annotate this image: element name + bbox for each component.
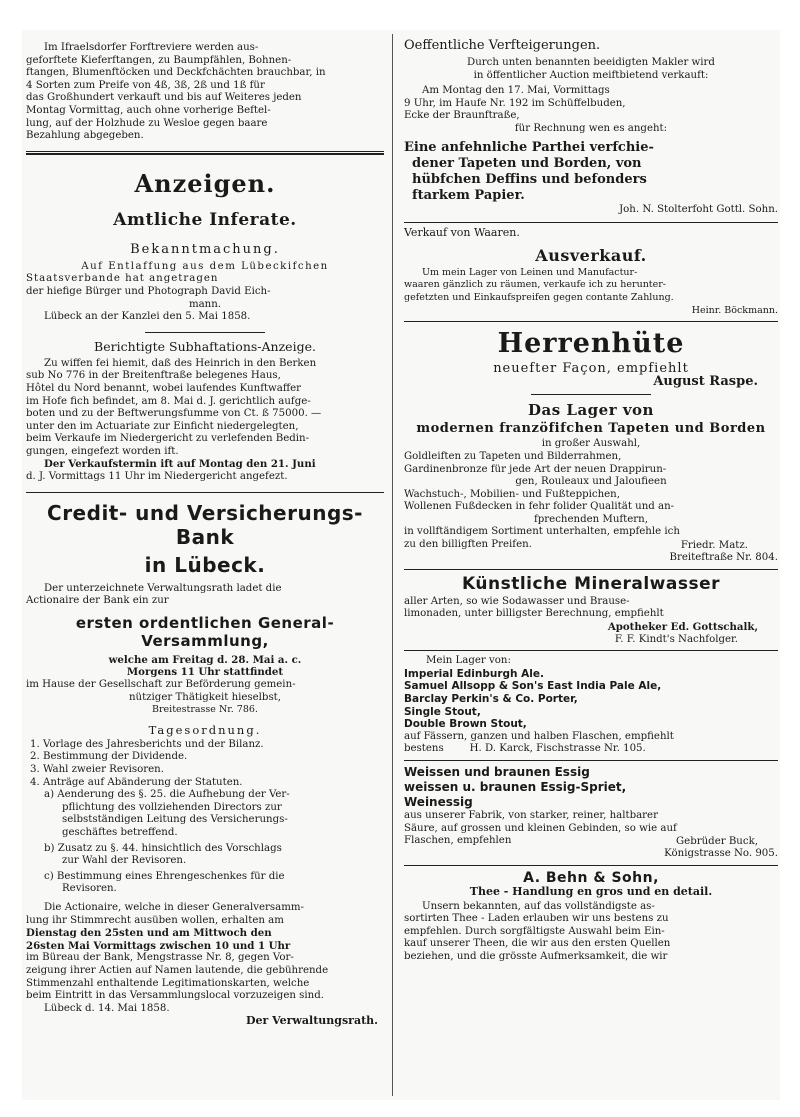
text-line: Montag Vormittag, auch ohne vorherige Beftel- [26, 104, 271, 116]
text-line: limonaden, unter billigster Berechnung, empfiehlt [404, 608, 664, 620]
text-line: Am Montag den 17. Mai, Vormittags [422, 85, 610, 97]
text-line: lung ihr Stimmrecht ausüben wollen, erhalten am [26, 914, 284, 926]
text-line: das Großhundert verkauft und bis auf Weiteres jeden [26, 92, 302, 104]
text-line: aus unserer Fabrik, von starker, reiner, haltbarer [404, 809, 658, 821]
herrenhuete-sub: neuefter Façon, empfiehlt [493, 361, 689, 377]
text-line: ftarkem Papier. [412, 187, 525, 203]
bank-date-line: Lübeck d. 14. Mai 1858. [44, 1002, 170, 1014]
text-line: Goldleiften zu Tapeten und Bilderrahmen, [404, 450, 622, 462]
bank-city: in Lübeck. [144, 552, 266, 577]
bank-intro [26, 583, 384, 608]
text-line: empfehlen. Durch sorgfältigste Auswahl beim Ein- [404, 925, 665, 937]
text-line: Unsern bekannten, auf das vollständigste as- [422, 900, 655, 912]
text-line: in vollftändigem Sortiment unterhalten, empfehle ich [404, 526, 680, 538]
bank-date: welche am Freitag d. 28. Mai a. c. [108, 653, 302, 666]
text-line: sortirten Thee - Laden erlauben wir uns bestens zu [404, 913, 669, 925]
list-item: 3. Wahl zweier Revisoren. [30, 764, 164, 775]
ausverkauf-title: Ausverkauf. [535, 245, 647, 265]
auction-goods [404, 140, 778, 204]
ale-list [404, 668, 778, 731]
ale-intro: Mein Lager von: [426, 655, 511, 667]
text-line: Hôtel du Nord benannt, wobei laufendes Kunftwaffer [26, 382, 301, 394]
text-line: pflichtung des vollziehenden Directors zur [62, 801, 282, 813]
text-line: nütziger Thätigkeit hieselbst, [128, 691, 282, 703]
text-line: im Büreau der Bank, Mengstrasse Nr. 8, gegen Vor- [26, 952, 294, 964]
auction [404, 57, 778, 136]
text-line: aller Arten, so wie Sodawasser und Brause- [404, 595, 630, 607]
text-line: Bezahlung abgegeben. [26, 130, 144, 142]
text-line: im Hofe fich befindet, am 8. Mai d. J. gerichtlich aufge- [26, 395, 311, 407]
text-line: Weissen und braunen Essig [404, 764, 590, 779]
list-item: 2. Bestimmung der Dividende. [30, 751, 188, 763]
rule [531, 394, 651, 395]
sub-item-a [26, 789, 384, 839]
text-line: im Hause der Gesellschaft zur Beförderung gemein- [26, 679, 296, 691]
list-item: Samuel Allsopp & Son's East India Pale Ale, [404, 680, 662, 693]
forst-notice [26, 42, 384, 143]
text-line: selbstständigen Leitung des Versicherungs- [62, 814, 288, 826]
tagesordnung-title: Tagesordnung. [148, 722, 262, 737]
text-line: Durch unten benannten beeidigten Makler wird [467, 57, 715, 68]
text-line: zur Wahl der Revisoren. [62, 855, 187, 867]
list-item: Barclay Perkin's & Co. Porter, [404, 693, 578, 705]
rule [26, 492, 384, 493]
text-line: auf Fässern, ganzen und halben Flaschen, empfiehlt [404, 730, 674, 742]
text-line: gefetzten und Einkaufspreifen gegen contante Zahlung. [404, 291, 674, 303]
text-line: Der unterzeichnete Verwaltungsrath ladet die [44, 582, 282, 594]
lager [404, 438, 778, 551]
behn-sub: Thee - Handlung en gros und en detail. [469, 884, 713, 898]
text-line: hübfchen Deffins und befonders [412, 171, 647, 187]
bekanntmachung [26, 261, 384, 324]
text-line: Eine anfehnliche Parthei verfchie- [404, 139, 654, 155]
sub-item-c [26, 871, 384, 896]
behn-title: A. Behn & Sohn, [523, 869, 659, 886]
list-item: Single Stout, [404, 705, 481, 718]
subhastation-title: Berichtigte Subhaftations-Anzeige. [94, 338, 316, 354]
text-line: Weinessig [404, 794, 473, 809]
text-line: Staatsverbande hat angetragen [26, 273, 219, 285]
rule [404, 865, 778, 866]
text-line: Der Verkaufstermin ift auf Montag den 21. Juni [44, 458, 316, 471]
text-line: sub No 776 in der Breitenftraße belegenes Haus, [26, 370, 281, 382]
text-line: Revisoren. [62, 883, 117, 895]
text-line: 9 Uhr, im Haufe Nr. 192 im Schüffelbuden, [404, 97, 626, 109]
text-line: fprechenden Muftern, [534, 513, 648, 525]
sub-item-b [26, 843, 384, 868]
text-line: gungen, eingefezt worden ift. [26, 445, 179, 457]
text-line: geforftete Kieferftangen, zu Baumpfählen, Bohnen- [26, 54, 292, 66]
list-item: 4. Anträge auf Abänderung der Statuten. [30, 776, 243, 788]
bank-signature: Der Verwaltungsrath. [245, 1014, 378, 1028]
rule [404, 569, 778, 570]
bank-title: Credit- und Versicherungs-Bank [47, 500, 363, 549]
text-line: beim Eintritt in das Versammlungslocal vorzuzeigen sind. [26, 990, 324, 1002]
text-line: lung, auf der Holzhude zu Wesloe gegen baare [26, 117, 268, 129]
text-line: Wollenen Fußdecken in fehr folider Qualität und an- [404, 501, 675, 513]
text-line: kauf unserer Theen, die wir aus den ersten Quellen [404, 938, 671, 950]
newspaper-page [22, 30, 780, 1100]
left-column [26, 36, 384, 1028]
bank-closing [26, 902, 384, 1003]
essig-signature: Gebrüder Buck, [676, 835, 758, 847]
text-line: 26sten Mai Vormittags zwischen 10 und 1 Uhr [26, 939, 291, 952]
text-line: ftangen, Blumenftöcken und Deckfchächten brauchbar, in [26, 67, 326, 79]
text-line: 4 Sorten zum Preife von 4ß, 3ß, 2ß und 1ß für [26, 79, 265, 91]
mineral-signature: Apotheker Ed. Gottschalk, [607, 621, 758, 634]
text-line: für Rechnung wen es angeht: [514, 122, 668, 134]
text-line: Flaschen, empfehlen [404, 835, 512, 847]
rule [404, 650, 778, 651]
herrenhuete-title: Herrenhüte [497, 328, 685, 360]
text-line: geschäftes betreffend. [62, 826, 178, 838]
auction-signature: Joh. N. Stolterfoht Gottl. Sohn. [619, 203, 778, 215]
lager-sub: modernen franzöfifchen Tapeten und Borden [416, 421, 766, 437]
bank-street: Breitestrasse Nr. 786. [152, 704, 258, 716]
ale-text [404, 731, 778, 756]
essig-address: Königstrasse No. 905. [664, 848, 778, 860]
mineral [404, 596, 778, 621]
text-line: der hiefige Bürger und Photograph David Eich- [26, 285, 271, 297]
text-line: Gardinenbronze für jede Art der neuen Drappirun- [404, 463, 667, 475]
text-line: d. J. Vormittags 11 Uhr im Niedergericht angefezt. [26, 471, 288, 483]
auction-title: Oeffentliche Verfteigerungen. [404, 38, 601, 53]
text-line: dener Tapeten und Borden, von [412, 155, 642, 171]
text-line: Stimmenzahl enthaltende Legitimationskarten, welche [26, 977, 310, 989]
text-line: Lübeck an der Kanzlei den 5. Mai 1858. [44, 311, 251, 323]
mineral-signature-2: F. F. Kindt's Nachfolger. [614, 633, 738, 645]
rule [404, 321, 778, 322]
text-line: Zu wiffen fei hiemit, daß des Heinrich in den Berken [44, 357, 317, 369]
text-line: beziehen, und die grösste Aufmerksamkeit, die wir [404, 950, 668, 962]
rule [404, 222, 778, 223]
text-line: Im Ifraelsdorfer Forftreviere werden aus- [44, 42, 259, 53]
ausverkauf [404, 267, 778, 305]
list-item: 1. Vorlage des Jahresberichts und der Bilanz. [30, 738, 264, 750]
text-line: a) Aenderung des §. 25. die Aufhebung der Ver- [44, 789, 290, 801]
text-line: zu den billigften Preifen. [404, 539, 532, 551]
bank-gv: ersten ordentlichen General-Versammlung, [75, 613, 335, 650]
text-line: Um mein Lager von Leinen und Manufactur- [422, 266, 638, 278]
lager-signature: Friedr. Matz. [680, 539, 748, 551]
text-line: bestens H. D. Karck, Fischstrasse Nr. 105. [404, 743, 646, 755]
text-line: Auf Entlaffung aus dem Lübeckifchen [81, 260, 329, 272]
text-line: zeigung ihrer Actien auf Namen lautende, die gebührende [26, 964, 329, 976]
verkauf-title: Verkauf von Waaren. [404, 226, 520, 240]
bank-time: Morgens 11 Uhr stattfindet [126, 666, 284, 679]
section-heading-amtliche: Amtliche Inferate. [113, 209, 297, 230]
text-line: Ecke der Braunftraße, [404, 110, 520, 122]
text-line: in großer Auswahl, [541, 438, 641, 450]
text-line: boten und zu der Beftwerungsfumme von Ct. ß 75000. — [26, 408, 322, 420]
text-line: waaren gänzlich zu räumen, verkaufe ich zu herunter- [404, 279, 666, 291]
text-line: in öffentlicher Auction meiftbietend verkauft: [473, 69, 709, 81]
lager-address: Breiteftraße Nr. 804. [669, 552, 778, 564]
text-line: unter den im Actuariate zur Einficht niedergelegten, [26, 420, 299, 432]
rule [404, 760, 778, 761]
rule [145, 332, 265, 333]
list-item: Double Brown Stout, [404, 718, 527, 731]
text-line: beim Verkaufe im Niedergericht zu verlefenden Bedin- [26, 433, 310, 445]
herrenhuete-signature: August Raspe. [653, 373, 758, 389]
behn-text [404, 901, 778, 964]
text-line: mann. [188, 298, 222, 310]
bekanntmachung-title: Bekanntmachung. [130, 241, 280, 257]
essig [404, 765, 778, 810]
lager-title: Das Lager von [528, 401, 654, 420]
text-line: weissen u. braunen Essig-Spriet, [404, 779, 627, 794]
subhastation [26, 358, 384, 484]
text-line: Actionaire der Bank ein zur [26, 595, 169, 607]
column-divider [392, 34, 393, 1096]
list-item: Imperial Edinburgh Ale. [404, 667, 545, 680]
section-heading-anzeigen: Anzeigen. [134, 168, 276, 198]
mineral-title: Künstliche Mineralwasser [462, 573, 720, 594]
text-line: Dienstag den 25sten und am Mittwoch den [26, 927, 272, 940]
agenda-list [26, 739, 384, 896]
text-line: b) Zusatz zu §. 44. hinsichtlich des Vorschlags [44, 842, 282, 854]
text-line: Wachstuch-, Mobilien- und Fußteppichen, [404, 488, 620, 500]
text-line: Säure, auf grossen und kleinen Gebinden, so wie auf [404, 822, 677, 834]
text-line: c) Bestimmung eines Ehrengeschenkes für die [44, 870, 285, 882]
text-line: Die Actionaire, welche in dieser Generalversamm- [44, 901, 304, 913]
ausverkauf-signature: Heinr. Böckmann. [691, 304, 778, 316]
double-rule [26, 151, 384, 155]
right-column [404, 36, 778, 964]
text-line: gen, Rouleaux und Jaloufieen [515, 476, 667, 488]
